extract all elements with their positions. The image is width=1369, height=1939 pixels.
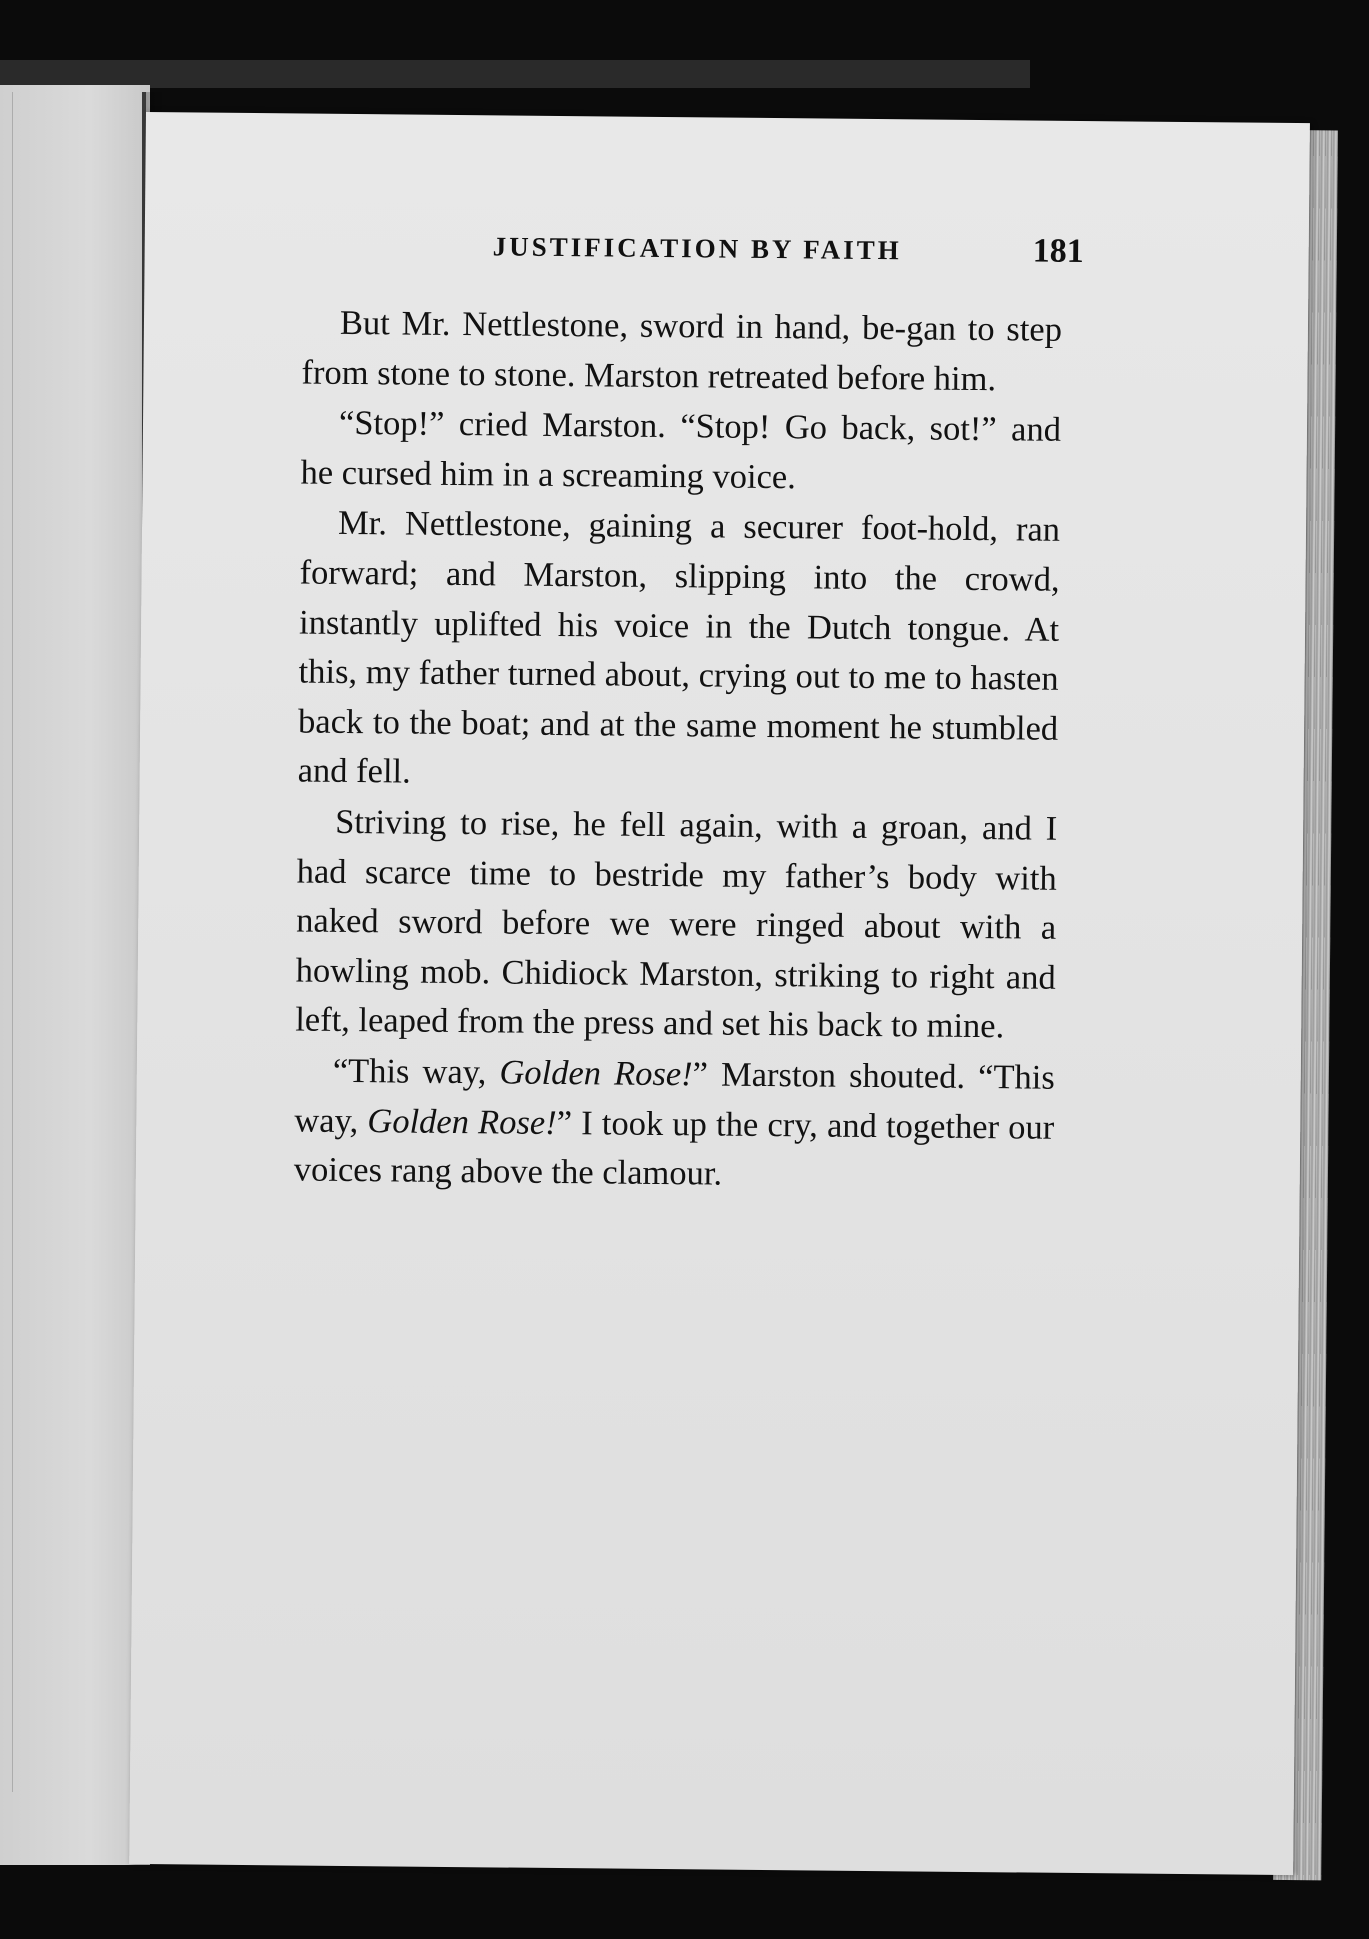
- paragraph-last: [294, 1046, 1055, 1202]
- ship-name-italic: Golden Rose!: [367, 1101, 557, 1142]
- paragraph: “Stop!” cried Marston. “Stop! Go back, sot!” and he cursed him in a screaming voice.: [300, 404, 1062, 497]
- scan-artifact-line: [12, 92, 13, 1792]
- running-head-title: JUSTIFICATION BY FAITH: [492, 231, 902, 266]
- previous-page-edge: [0, 85, 150, 1865]
- paragraph: But Mr. Nettlestone, sword in hand, be-gan to step from stone to stone. Marston retreated before him.: [301, 303, 1063, 398]
- paragraph: Mr. Nettlestone, gaining a securer foot-hold, ran forward; and Marston, slipping into the crowd, instantly uplifted his voice in the Dutch tongue. At this, my father turned about, crying out to me to hasten back to the boat; and at the same moment he stumbled and fell.: [297, 504, 1061, 791]
- running-head: [145, 228, 1309, 271]
- text-run: ” I took up the cry, and together our voices rang above the clamour.: [293, 1103, 1055, 1193]
- page-number: 181: [1032, 232, 1084, 271]
- ship-name-italic: Golden Rose!: [499, 1053, 693, 1094]
- text-run: ” Marston shouted. “This way,: [294, 1055, 1055, 1140]
- text-run: “This way,: [332, 1051, 500, 1092]
- top-shadow-band: [0, 60, 1030, 88]
- book-page: [129, 112, 1310, 1875]
- body-text: [294, 299, 1063, 1204]
- paragraph: Striving to rise, he fell again, with a groan, and I had scarce time to bestride my father’s body with naked sword before we were ringed about with a howling mob. Chidiock Marston, striking to right and left, leaped from the press and set his back to mine.: [295, 802, 1058, 1046]
